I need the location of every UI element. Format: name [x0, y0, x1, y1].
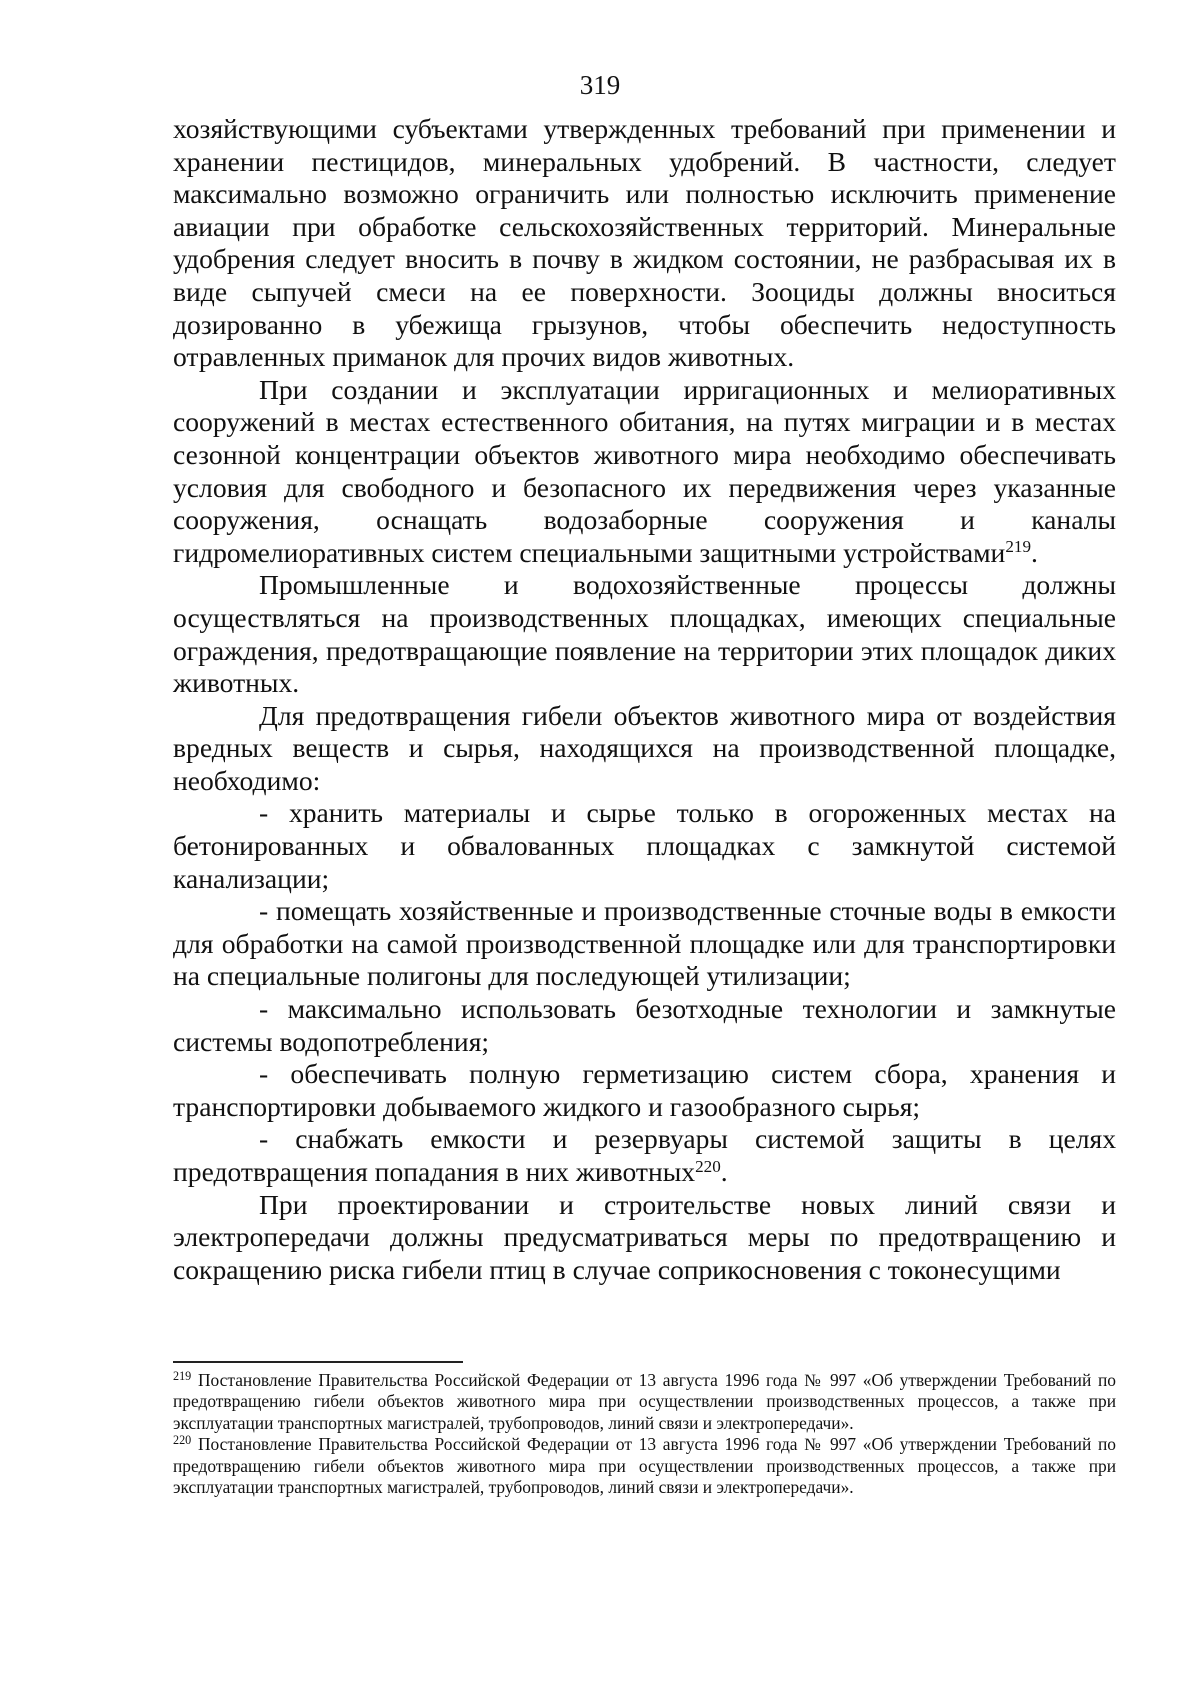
paragraph-text: При проектировании и строительстве новых линий связи и электропередачи должны предусматриваться меры по предотвращению и сокращению риска гибели птиц в случае соприкосновения с токонесущими — [173, 1188, 1116, 1285]
paragraph-industrial — [173, 569, 1116, 699]
list-item-protection — [173, 1123, 1116, 1188]
paragraph-irrigation — [173, 374, 1116, 570]
paragraph-text: При создании и эксплуатации ирригационных и мелиоративных сооружений в местах естественного обитания, на путях миграции и в местах сезонной концентрации объектов животного мира необходимо обеспечивать условия для свободного и безопасного их передвижения через указанные сооружения, оснащать водозаборные сооружения и каналы гидромелиоративных систем специальными защитными устройствами — [173, 373, 1116, 568]
list-item-wastewater — [173, 895, 1116, 993]
footnote-ref-220[interactable]: 220 — [695, 1156, 721, 1176]
paragraph-text: хозяйствующими субъектами утвержденных требований при применении и хранении пестицидов, минеральных удобрений. В частности, следует максимально возможно ограничить или полностью исключить применение авиации при обработке сельскохозяйственных территорий. Минеральные удобрения следует вносить в почву в жидком состоянии, не разбрасывая их в виде сыпучей смеси на ее поверхности. Зооциды должны вноситься дозированно в убежища грызунов, чтобы обеспечить недоступность отравленных приманок для прочих видов животных. — [173, 113, 1116, 373]
paragraph-text: Промышленные и водохозяйственные процессы должны осуществляться на производственных площадках, имеющих специальные ограждения, предотвращающие появление на территории этих площадок диких животных. — [173, 569, 1116, 699]
paragraph-prevention-intro — [173, 700, 1116, 798]
list-item-technologies — [173, 993, 1116, 1058]
footnote-text: Постановление Правительства Российской Федерации от 13 августа 1996 года № 997 «Об утверждении Требований по предотвращению гибели объектов животного мира при осуществлении производственных процессов, а также при эксплуатации транспортных магистралей, трубопроводов, линий связи и электропередачи». — [173, 1370, 1116, 1433]
footnote-219 — [173, 1370, 1116, 1434]
paragraph-tail: . — [1031, 536, 1038, 568]
footnote-text: Постановление Правительства Российской Федерации от 13 августа 1996 года № 997 «Об утверждении Требований по предотвращению гибели объектов животного мира при осуществлении производственных процессов, а также при эксплуатации транспортных магистралей, трубопроводов, линий связи и электропередачи». — [173, 1434, 1116, 1498]
list-item-text: - хранить материалы и сырье только в огороженных местах на бетонированных и обвалованных площадках с замкнутой системой канализации; — [173, 797, 1116, 894]
paragraph-continuation — [173, 113, 1116, 374]
footnote-220 — [173, 1434, 1116, 1498]
list-item-text: - помещать хозяйственные и производственные сточные воды в емкости для обработки на самой производственной площадке или для транспортировки на специальные полигоны для последующей утилизации; — [173, 895, 1116, 992]
body-text — [173, 113, 1116, 1286]
paragraph-text: Для предотвращения гибели объектов животного мира от воздействия вредных веществ и сырья, находящихся на производственной площадке, необходимо: — [173, 699, 1116, 796]
footnotes — [173, 1370, 1116, 1498]
footnote-number: 220 — [173, 1433, 192, 1448]
list-item-text: - максимально использовать безотходные технологии и замкнутые системы водопотребления; — [173, 993, 1116, 1057]
page-number: 319 — [579, 70, 621, 100]
footnote-ref-219[interactable]: 219 — [1005, 537, 1031, 557]
footnote-number: 219 — [173, 1368, 192, 1383]
paragraph-power-lines — [173, 1189, 1116, 1287]
paragraph-tail: . — [720, 1156, 728, 1187]
list-item-sealing — [173, 1058, 1116, 1123]
list-item-text: - снабжать емкости и резервуары системой защиты в целях предотвращения попадания в них животных — [173, 1123, 1116, 1187]
footnote-divider — [173, 1361, 463, 1363]
list-item-text: - обеспечивать полную герметизацию систем сбора, хранения и транспортировки добываемого жидкого и газообразного сырья; — [173, 1058, 1116, 1122]
list-item-storage — [173, 797, 1116, 895]
